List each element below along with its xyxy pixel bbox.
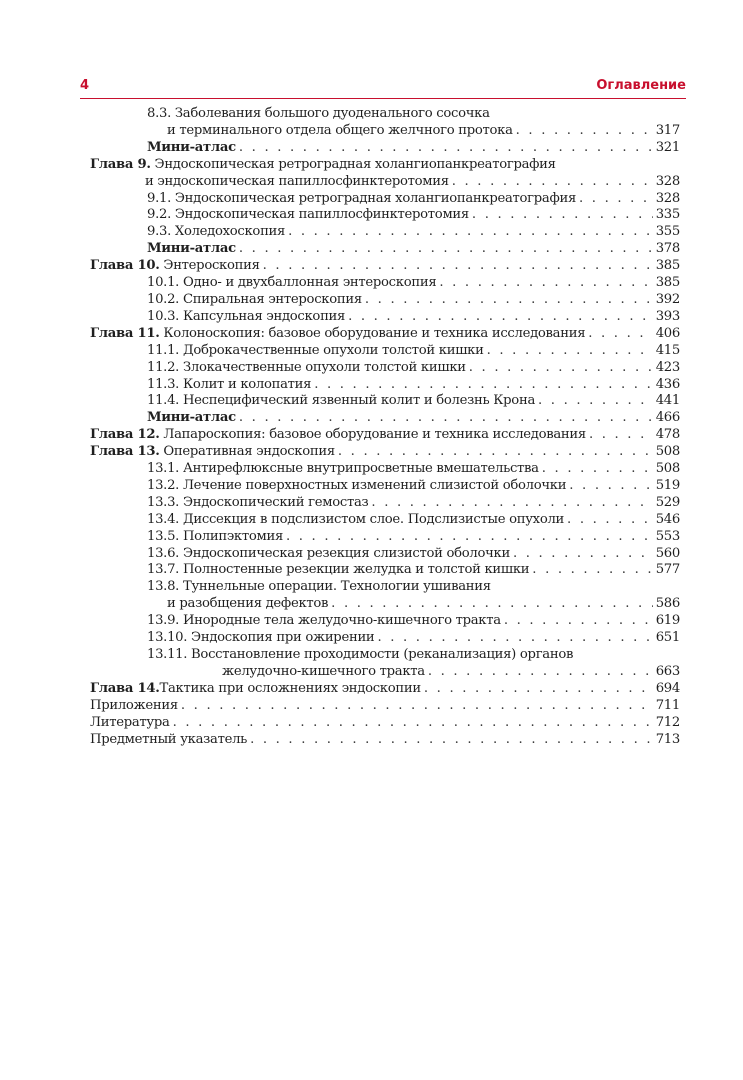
running-title: Оглавление	[596, 78, 686, 93]
toc-entry[interactable]	[90, 698, 680, 715]
toc-entry-title: и разобщения дефектов	[167, 596, 329, 612]
toc-page-number: 441	[655, 393, 680, 409]
toc-entry[interactable]	[90, 664, 680, 681]
toc-entry-title: 9.1. Эндоскопическая ретроградная холангиопанкреатография	[147, 190, 577, 206]
toc-entry-title: 8.3. Заболевания большого дуоденального сосочка	[147, 106, 490, 121]
toc-entry-title: 13.11. Восстановление проходимости (реканализация) органов	[147, 647, 574, 662]
toc-page-number: 355	[655, 224, 680, 240]
leader-dots	[569, 478, 652, 495]
leader-dots	[250, 732, 653, 749]
toc-entry[interactable]	[90, 495, 680, 512]
leader-dots	[579, 191, 653, 208]
toc-entry[interactable]	[90, 343, 680, 360]
toc-entry[interactable]	[90, 546, 680, 563]
toc-page-number: 385	[655, 275, 680, 291]
toc-page-number: 478	[655, 427, 680, 443]
leader-dots	[513, 546, 653, 563]
toc-entry-title: 13.2. Лечение поверхностных изменений слизистой оболочки	[147, 477, 567, 493]
toc-chapter[interactable]	[90, 444, 680, 461]
leader-dots	[239, 410, 653, 427]
toc-entry[interactable]	[90, 562, 680, 579]
toc-entry-title: 11.1. Доброкачественные опухоли толстой кишки	[147, 342, 484, 358]
toc-entry-title: 10.3. Капсульная эндоскопия	[147, 308, 346, 324]
toc-entry-title: 11.4. Неспецифический язвенный колит и болезнь Крона	[147, 393, 536, 409]
toc-entry-title: 11.2. Злокачественные опухоли толстой кишки	[147, 359, 466, 375]
toc-entry-title: Глава 10. Энтероскопия	[90, 258, 260, 274]
toc-entry[interactable]	[90, 360, 680, 377]
toc-entry-title: 13.7. Полностенные резекции желудка и толстой кишки	[147, 562, 530, 578]
toc-page-number: 328	[655, 190, 680, 206]
toc-page-number: 328	[655, 173, 680, 189]
toc-chapter[interactable]	[90, 326, 680, 343]
toc-entry[interactable]	[90, 241, 680, 258]
toc-entry[interactable]	[90, 191, 680, 208]
toc-page-number: 423	[655, 359, 680, 375]
toc-page-number: 546	[655, 511, 680, 527]
toc-entry-title: 13.6. Эндоскопическая резекция слизистой оболочки	[147, 545, 510, 561]
toc-page-number: 553	[655, 528, 680, 544]
toc-entry-title: Глава 12. Лапароскопия: базовое оборудование и техника исследования	[90, 427, 586, 443]
toc-page-number: 317	[655, 122, 680, 138]
toc-entry-title: Мини-атлас	[147, 410, 236, 426]
toc-entry-title: 9.3. Холедохоскопия	[147, 224, 286, 240]
toc-entry-title: Мини-атлас	[147, 241, 236, 257]
toc-page-number: 508	[655, 444, 680, 460]
leader-dots	[439, 275, 652, 292]
toc-page-number: 711	[655, 697, 680, 713]
toc-page-number: 560	[655, 545, 680, 561]
toc-page-number: 392	[655, 291, 680, 307]
toc-chapter[interactable]	[90, 681, 680, 698]
toc-page-number: 663	[655, 663, 680, 679]
leader-dots	[424, 681, 653, 698]
leader-dots	[469, 360, 653, 377]
toc-entry[interactable]	[90, 140, 680, 157]
leader-dots	[588, 326, 653, 343]
toc-entry-title: Литература	[90, 714, 170, 730]
toc-page-number: 393	[655, 308, 680, 324]
toc-page-number: 529	[655, 494, 680, 510]
toc-entry[interactable]	[90, 579, 680, 596]
toc-entry-title: 10.1. Одно- и двухбаллонная энтероскопия	[147, 275, 437, 291]
toc-entry[interactable]	[90, 309, 680, 326]
toc-entry[interactable]	[90, 393, 680, 410]
toc-entry[interactable]	[90, 630, 680, 647]
leader-dots	[239, 241, 653, 258]
toc-page-number: 712	[655, 714, 680, 730]
chapter-label: Глава 12.	[90, 427, 160, 443]
leader-dots	[348, 309, 653, 326]
leader-dots	[589, 427, 653, 444]
toc-page-number: 321	[655, 139, 680, 155]
toc-entry[interactable]	[90, 715, 680, 732]
toc-entry-title: 10.2. Спиральная энтероскопия	[147, 291, 362, 307]
leader-dots	[542, 461, 653, 478]
toc-entry[interactable]	[90, 613, 680, 630]
toc-entry-title: 13.9. Инородные тела желудочно-кишечного тракта	[147, 613, 501, 629]
toc-chapter[interactable]	[90, 258, 680, 275]
toc-entry-title: Глава 11. Колоноскопия: базовое оборудование и техника исследования	[90, 325, 586, 341]
toc-page-number: 577	[655, 562, 680, 578]
toc-entry[interactable]	[90, 377, 680, 394]
leader-dots	[516, 123, 653, 140]
toc-entry[interactable]	[90, 275, 680, 292]
toc-page-number: 694	[655, 680, 680, 696]
leader-dots	[288, 224, 653, 241]
toc-page-number: 335	[655, 207, 680, 223]
leader-dots	[472, 207, 653, 224]
toc-entry[interactable]	[90, 207, 680, 224]
toc-page-number: 466	[655, 410, 680, 426]
toc-page-number: 378	[655, 241, 680, 257]
toc-chapter[interactable]	[90, 427, 680, 444]
toc-page-number: 508	[655, 461, 680, 477]
leader-dots	[331, 596, 653, 613]
leader-dots	[181, 698, 653, 715]
toc-entry[interactable]	[90, 174, 680, 191]
toc-page-number: 406	[655, 325, 680, 341]
toc-entry[interactable]	[90, 106, 680, 123]
leader-dots	[428, 664, 653, 681]
leader-dots	[365, 292, 653, 309]
toc-entry-title: 13.3. Эндоскопический гемостаз	[147, 494, 369, 510]
toc-page-number: 415	[655, 342, 680, 358]
toc-entry[interactable]	[90, 410, 680, 427]
toc-page-number: 519	[655, 477, 680, 493]
toc-entry-title: Глава 13. Оперативная эндоскопия	[90, 444, 335, 460]
toc-entry[interactable]	[90, 123, 680, 140]
table-of-contents	[90, 106, 680, 748]
leader-dots	[504, 613, 653, 630]
toc-chapter[interactable]	[90, 157, 680, 174]
toc-entry-title: 13.5. Полипэктомия	[147, 528, 283, 544]
leader-dots	[377, 630, 652, 647]
toc-entry-title: желудочно-кишечного тракта	[222, 663, 425, 679]
leader-dots	[487, 343, 653, 360]
leader-dots	[452, 174, 653, 191]
toc-entry[interactable]	[90, 292, 680, 309]
toc-entry[interactable]	[90, 732, 680, 749]
toc-entry[interactable]	[90, 596, 680, 613]
toc-entry[interactable]	[90, 529, 680, 546]
toc-entry-title: Глава 9. Эндоскопическая ретроградная холангиопанкреатография	[90, 156, 556, 172]
chapter-label: Глава 9.	[90, 156, 151, 172]
toc-page-number: 619	[655, 613, 680, 629]
toc-page-number: 436	[655, 376, 680, 392]
toc-page-number: 385	[655, 258, 680, 274]
toc-entry[interactable]	[90, 224, 680, 241]
chapter-label: Глава 14.	[90, 680, 160, 696]
page-number: 4	[80, 78, 90, 93]
toc-entry-title: и терминального отдела общего желчного протока	[167, 122, 513, 138]
chapter-label: Глава 13.	[90, 444, 160, 460]
leader-dots	[538, 393, 653, 410]
toc-page-number: 586	[655, 596, 680, 612]
leader-dots	[567, 512, 653, 529]
toc-entry-title: и эндоскопическая папиллосфинктеротомия	[145, 173, 449, 189]
toc-entry-title: 13.1. Антирефлюксные внутрипросветные вмешательства	[147, 461, 539, 477]
leader-dots	[338, 444, 653, 461]
chapter-label: Глава 10.	[90, 258, 160, 274]
toc-entry-title: Приложения	[90, 697, 178, 713]
running-head	[80, 74, 686, 99]
toc-entry-title: Глава 14.Тактика при осложнениях эндоскопии	[90, 680, 421, 696]
leader-dots	[263, 258, 653, 275]
toc-entry[interactable]	[90, 478, 680, 495]
toc-page-number: 713	[655, 731, 680, 747]
toc-entry-title: 9.2. Эндоскопическая папиллосфинктеротомия	[147, 207, 469, 223]
leader-dots	[314, 377, 653, 394]
leader-dots	[173, 715, 653, 732]
leader-dots	[239, 140, 653, 157]
toc-entry-title: Предметный указатель	[90, 731, 248, 747]
toc-entry[interactable]	[90, 461, 680, 478]
leader-dots	[286, 529, 653, 546]
leader-dots	[532, 562, 652, 579]
toc-entry-title: 13.10. Эндоскопия при ожирении	[147, 630, 375, 646]
toc-entry[interactable]	[90, 512, 680, 529]
toc-entry-title: 11.3. Колит и колопатия	[147, 376, 312, 392]
toc-entry[interactable]	[90, 647, 680, 664]
toc-entry-title: 13.8. Туннельные операции. Технологии ушивания	[147, 579, 491, 595]
chapter-label: Глава 11.	[90, 325, 160, 341]
toc-page-number: 651	[655, 630, 680, 646]
leader-dots	[371, 495, 652, 512]
toc-entry-title: 13.4. Диссекция в подслизистом слое. Подслизистые опухоли	[147, 511, 565, 527]
toc-entry-title: Мини-атлас	[147, 139, 236, 155]
